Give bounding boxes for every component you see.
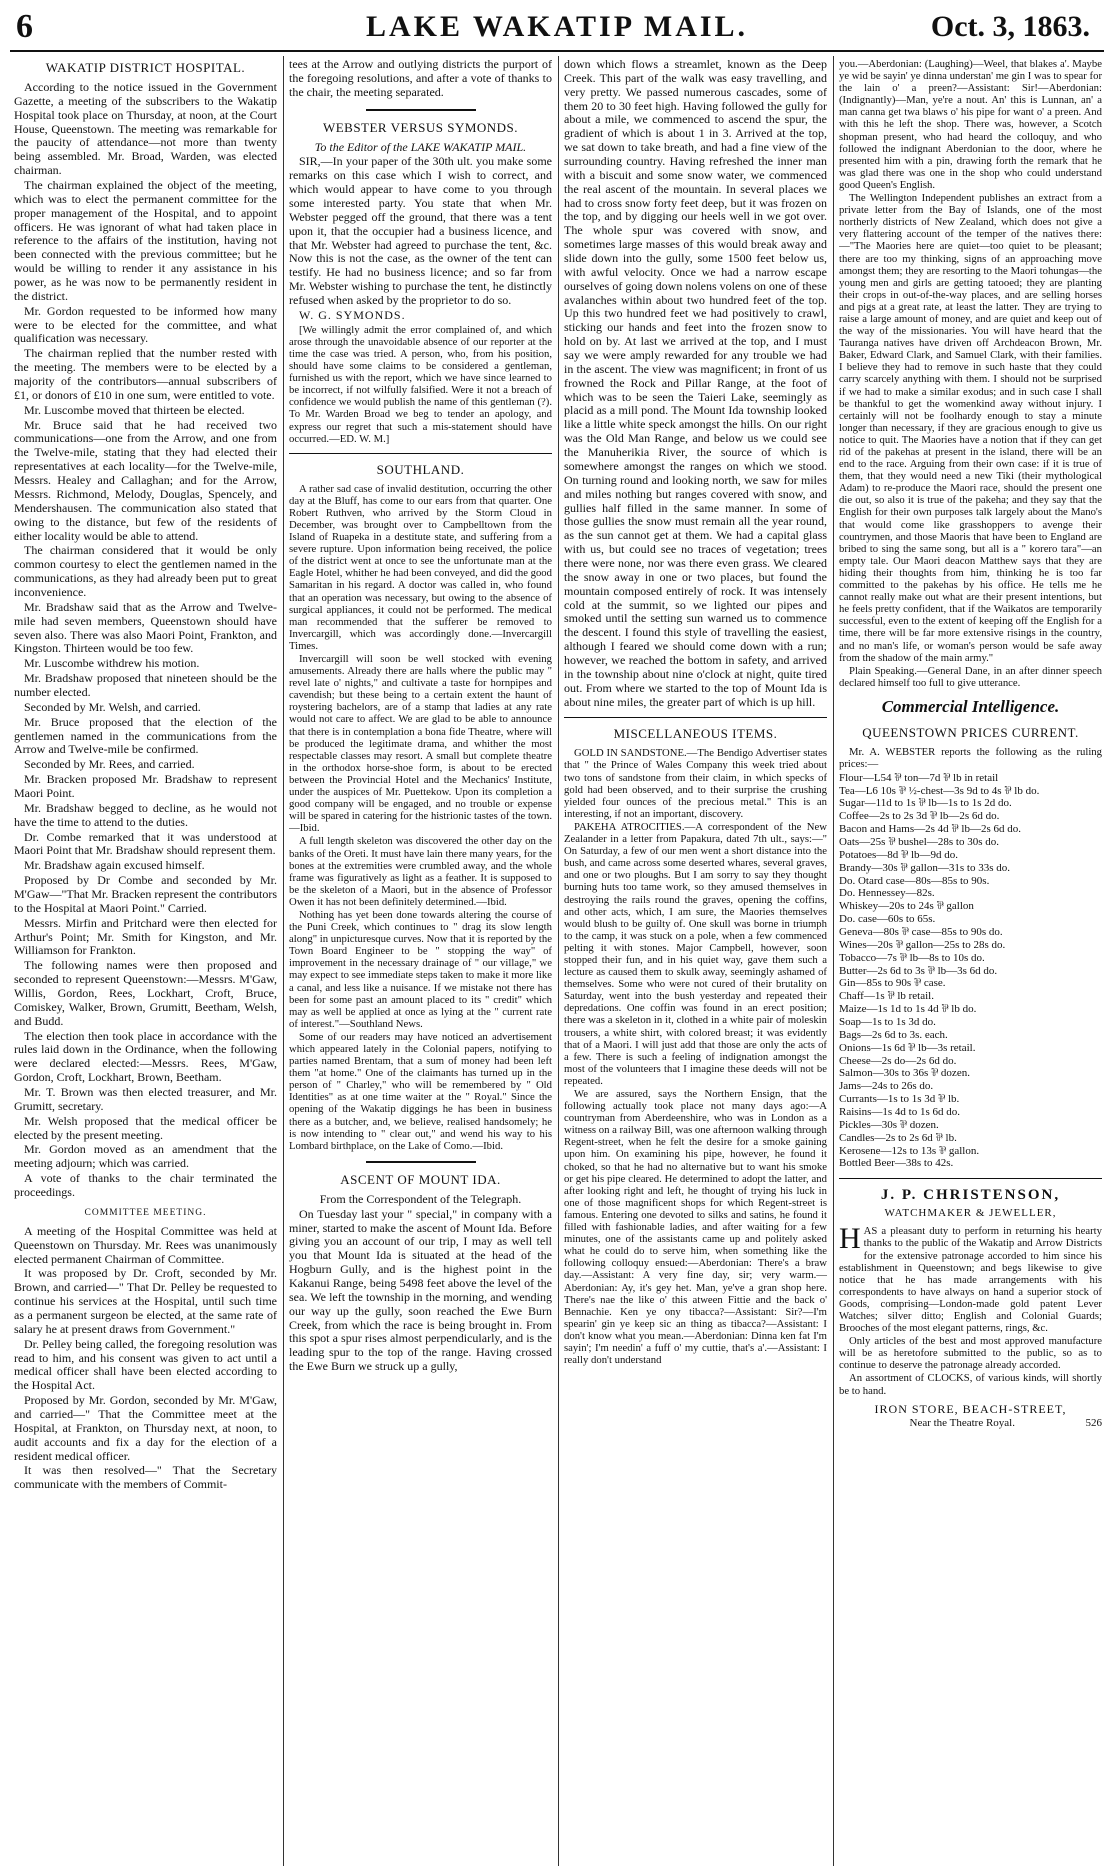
price-item: Do. Hennessey—82s. xyxy=(839,887,935,900)
section-divider xyxy=(564,717,827,718)
section-divider xyxy=(366,109,476,111)
article-paragraph: Mr. T. Brown was then elected treasurer, and Mr. Grumitt, secretary. xyxy=(14,1085,277,1113)
ad-address-line xyxy=(839,1417,1102,1430)
article-paragraph: tees at the Arrow and outlying districts the purport of the foregoing resolutions, and after a vote of thanks to the chair, the meeting separated. xyxy=(289,58,552,99)
article-paragraph: Mr. Bradshaw said that as the Arrow and Twelve-mile had seven members, Queenstown should have seven also. There was also Maori Point, Frankton, and Kingston. Thirteen would be too few. xyxy=(14,599,277,656)
price-item: Gin—85s to 90s ⅌ case. xyxy=(839,977,946,990)
price-item: Oats—25s ⅌ bushel—28s to 30s do. xyxy=(839,835,999,848)
price-item: Jams—24s to 26s do. xyxy=(839,1080,934,1093)
price-item: Chaff—1s ⅌ lb retail. xyxy=(839,990,934,1003)
misc-heading: MISCELLANEOUS ITEMS. xyxy=(613,726,778,742)
article-paragraph: A meeting of the Hospital Committee was held at Queenstown on Thursday. Mr. Rees was unanimously elected permanent Chairman of Committee. xyxy=(14,1223,277,1266)
price-item: Do. Otard case—80s—85s to 90s. xyxy=(839,874,990,887)
article-paragraph: On Tuesday last your " special," in company with a miner, started to make the ascent of Mount Ida. Before giving you an account of our trip, I may as well tell you that Mount Ida is situated at the head of the Hogburn Gully, and is the highest point in the Kakanui Range, being 5498 feet above the level of the sea. We left the township in the morning, and wending our way up the gully, soon reached the Ewe Burn Creek, from which the race is being brought in. From this spot a spur rises almost perpendicularly, and is the leading spur to the top of the range. Having crossed the Ewe Burn we struck up a gully, xyxy=(289,1206,552,1374)
commercial-heading: Commercial Intelligence. xyxy=(881,696,1060,716)
price-item: Bags—2s 6d to 3s. each. xyxy=(839,1028,948,1041)
article-paragraph: The Wellington Independent publishes an extract from a private letter from the Bay of Islands, one of the most northerly districts of New Zealand, which does not give a very flattering account of the temper of the natives there:—"The Maories here are quiet—too quiet to be pleasant; there are too my thinking, signs of an approaching move amongst them; they are resorting to the Maori tohungas—the young men and girls are getting tatooed; they are planting their crops in out-of-the-way places, and are selling horses and pigs at a great rate, at least the latter. They are trying to raise a large amount of money, and are quiet and keep out of the way of the missionaries. You will have heard that the Tauranga natives have driven off Archdeacon Brown, Mr. Baker, Edward Clark, and Samuel Clark, with their families. I believe they had to remove in such haste that they could carry scarcely anything with them. I should not be surprised if we had to make a similar exodus; and in such case I shall be thankful to get the womenkind away without injury. I certainly will not be foolhardy enough to stay a minute longer than necessary, if they are gracious enough to give us notice to quit. The Maories have a notion that if they can get rid of the pakehas at present in the island, there will be an end to the race. Arguing from their own case: if it is true of them, that they would need a new Tiki (their mythological Adam) to re-produce the Maori race, should the present one die out, so also it is true of the pakeha; and they say that the English for their own purposes talk largely about the Mano's that would come like grasshoppers to avenge their countrymen, and those Maoris that have been to England are bribed to sing the same song, but all is a " korero tara"—an empty tale. Our Maori deacon Matthew says that they are hiding their thoughts from him, thinking he is too far committed to the pakehas by his office. He tells me he cannot really make out what are their present intentions, but he feels pretty confident, that if the Waikatos are temporarily successful, even to the extent of keeping off the English for a time, there will be far more extensive risings in the country, and no man's life, or woman's person would be safe away from the shadow of the main army." xyxy=(839,192,1102,664)
price-item: Brandy—30s ⅌ gallon—31s to 33s do. xyxy=(839,861,1010,874)
article-paragraph: We are assured, says the Northern Ensign, that the following actually took place not many days ago:—A countryman from Aberdeenshire, who was in London as a witness on a railway Bill, was one afternoon walking through Regent-street, when he felt the desire for a smoke gaining upon him. On examining his pipe, however, he found it choked, so that he had no alternative but to want his smoke or get his pipe cleared. He determined to adopt the latter, and after looking right and left, he thought of trying his luck in one of those magnificent shops for which Regent-street is famous. Entering one devoted to silks and satins, he found it filled with fashionable ladies, and after waiting for a few minutes, one of the assistants came up and politely asked what he could do to serve him, when something like the following colloquy ensued:—Aberdonian: There's a braw day.—Assistant: A very fine day, sir; very warm.—Aberdonian: Ay, it's gey het. Man, ye've a gran shop here. There's nae the like o' this atween Fittie and the back o' Bennachie. Ken ye ony tibacca?—Assistant: Sir?—I'm spearin' gin ye keep sic an thing as tibacca?—Assistant: I don't know what you mean.—Aberdonian: Dinna ken fat I'm sayin'; I'm needin' a fuff o' my cuttie, that's a'.—Assistant: I really don't understand xyxy=(564,1088,827,1367)
article-paragraph: Messrs. Mirfin and Pritchard were then elected for Arthur's Point; Mr. Smith for Kingston, and Mr. Williamson for Frankton. xyxy=(14,915,277,958)
ad-body: An assortment of CLOCKS, of various kinds, will shortly be to hand. xyxy=(839,1372,1102,1397)
price-item: Do. case—60s to 65s. xyxy=(839,913,936,926)
price-item: Geneva—80s ⅌ case—85s to 90s do. xyxy=(839,926,1003,938)
article-paragraph: A vote of thanks to the chair terminated the proceedings. xyxy=(14,1171,277,1200)
price-item: Coffee—2s to 2s 3d ⅌ lb—2s 6d do. xyxy=(839,810,1000,823)
masthead xyxy=(10,8,1104,52)
price-item: Salmon—30s to 36s ⅌ dozen. xyxy=(839,1067,970,1080)
advertisement xyxy=(839,1187,1102,1429)
price-item: Flour—L54 ⅌ ton—7d ⅌ lb in retail xyxy=(839,771,999,784)
article-paragraph: Proposed by Dr Combe and seconded by Mr. M'Gaw—"That Mr. Bracken represent the contributors to the Hospital at Maori Point." Carried. xyxy=(14,873,277,915)
article-paragraph: Mr. Gordon requested to be informed how many were to be elected for the committee, and what qualification was necessary. xyxy=(14,303,277,346)
section-divider xyxy=(366,1161,476,1163)
article-paragraph: A full length skeleton was discovered the other day on the banks of the Oreti. It must have lain there many years, for the bones at the extremities were crumbled away, and the whole frame was figuratively as light as a feather. It is supposed to be the skeleton of a Maori, but in the absence of Professor Owen it has not been definitely determined.—Ibid. xyxy=(289,835,552,908)
article-paragraph: Plain Speaking.—General Dane, in an after dinner speech declared himself too full to give utterance. xyxy=(839,664,1102,689)
article-paragraph: It was then resolved—" That the Secretary communicate with the members of Commit- xyxy=(14,1463,277,1492)
article-paragraph: Nothing has yet been done towards altering the course of the Puni Creek, which continues to " drag its slow length along" in unpicturesque curves. Now that it is reported by the Town Board Engineer to be " stopping the way" of improvement in the necessary drainage of " our village," we may expect to see immediate steps taken to make it more like a canal, and less like a nuisance. If we mistake not there has been for some past an amount placed to its " credit" which may as well be applied at once as lying at the " current rate of interest."—Southland News. xyxy=(289,908,552,1030)
price-item: Bottled Beer—38s to 42s. xyxy=(839,1157,954,1170)
letter-body: SIR,—In your paper of the 30th ult. you make some remarks on this case which I wish to correct, and which would appear to have come to you through some interested party. You state that when Mr. Webster pegged off the ground, that there was a tent upon it, that the occupier had a business licence, and that Mr. Webster had agreed to purchase the tent, &c. Now this is not the case, as the owner of the tent can testify. He had no business licence; and so far from Mr. Webster wishing to purchase the tent, he distinctly refused when asked by the proprietor to do so. xyxy=(289,154,552,308)
article-paragraph: The following names were then proposed and seconded to represent Queenstown:—Messrs. M'Gaw, Willis, Gordon, Rees, Lockhart, Croft, Bruce, Comiskey, Walker, Brown, Grumitt, Beetham, Welsh, and Budd. xyxy=(14,958,277,1028)
page-number: 6 xyxy=(16,8,33,45)
price-item: Bacon and Hams—2s 4d ⅌ lb—2s 6d do. xyxy=(839,823,1021,836)
ad-body: HAS a pleasant duty to perform in returning his hearty thanks to the public of the Wakatip and Arrow Districts for the extensive patronage accorded to him since his establishment in Queenstown; and begs likewise to give notice that he has made arrangements with his correspondents to have always on hand a superior stock of Goods, comprising—London-made gold patent Lever Watches; silver ditto; English and Colonial Guards; Brooches of the most elegant patterns, rings, &c. xyxy=(839,1222,1102,1335)
price-item: Potatoes—8d ⅌ lb—9d do. xyxy=(839,848,959,861)
column-rule xyxy=(833,56,834,1866)
ad-number: 526 xyxy=(1085,1416,1102,1429)
article-paragraph: you.—Aberdonian: (Laughing)—Weel, that blakes a'. Maybe ye wid be sayin' ye dinna understan' me gin I was to spear for the lain o' a preen?—Assistant: Sir!—Aberdonian: (Indignantly)—Man, ye're a nout. An' this is Lunnan, an' a man canna get twa blaws o' his pipe for want o' a preen. And with this he left the shop. There was, however, a Scotch shopman present, who had heard the colloquy, and who followed the indignant Aberdonian to the door, where he presented him with a pin, drawing forth the remark that he was glad there was one in the shop who could understand good Queen's English. xyxy=(839,58,1102,191)
editor-note: [We willingly admit the error complained of, and which arose through the unavoidable absence of our reporter at the time the case was tried. A person, who, from his position, should have some claims to be considered a gentleman, furnished us with the report, which we have since learned to be incorrect, if not wilfully falsified. Were it not a breach of confidence we would publish the name of this gentleman (?). To Mr. Warden Broad we beg to tender an apology, and express our regret that such a mis-statement should have occurred.—ED. W. M.] xyxy=(289,323,552,445)
article-paragraph: The chairman replied that the number rested with the meeting. The members were to be elected by a majority of the contributors—annual subscribers of £1, or donors of £10 in one sum, were entitled to vote. xyxy=(14,346,277,402)
column-2 xyxy=(289,58,552,1866)
article-paragraph: Proposed by Mr. Gordon, seconded by Mr. M'Gaw, and carried—" That the Committee meet at the Hospital, at Frankton, on Thursday next, at noon, to audit accounts and fix a day for the election of a resident medical officer. xyxy=(14,1393,277,1463)
price-item: Maize—1s 1d to 1s 4d ⅌ lb do. xyxy=(839,1003,977,1016)
advertiser-trade: WATCHMAKER & JEWELLER, xyxy=(884,1206,1057,1219)
price-item: Tobacco—7s ⅌ lb—8s to 10s do. xyxy=(839,951,985,964)
price-item: Kerosene—12s to 13s ⅌ gallon. xyxy=(839,1144,980,1157)
price-item: Butter—2s 6d to 3s ⅌ lb—3s 6d do. xyxy=(839,964,998,977)
price-item: Pickles—30s ⅌ dozen. xyxy=(839,1118,939,1131)
price-item: Raisins—1s 4d to 1s 6d do. xyxy=(839,1106,961,1119)
column-1 xyxy=(14,58,277,1866)
article-paragraph: down which flows a streamlet, known as the Deep Creek. This part of the walk was easy travelling, and very pretty. We passed numerous cascades, some of them 20 to 30 feet high. Having followed the gully for about a mile, we commenced to ascend the spur, the gradient of which is about 1 in 3. Arrived at the top, we sat down to take breath, and had a fine view of the surrounding country. Having refreshed the inner man with a biscuit and some snow water, we commenced the real ascent of the mountain. In several places we had to cross snow forty feet deep, but it was frozen on the top, and by digging our heels well in we got over. The whole spur was covered with snow, and sometimes large masses of this would break away and slide down into the gully, some 1500 feet below us, with awful velocity. Once we had a narrow escape ourselves of going down nolens volens on one of these avalanches within about two hundred feet of the top. Up this two hundred feet we had positively to crawl, sticking our hands and feet into the frozen snow to hold on by. At last we arrived at the top, and I must say we were amply rewarded for any trouble we had in the ascent. The view was magnificent; in front of us frowned the Rock and Pillar Range, at the foot of which was to be seen the Taieri Lake, seemingly as placid as a mill pond. The Mount Ida township looked like a little white speck amongst the hills. On our right was the Old Man Range, and below us we could see the Manuherikia River, the source of which is somewhere amongst the ranges on which we stood. On turning round and looking north, we saw for miles and miles nothing but ranges covered with snow, and gullies half filled in the same manner. In some of those gullies the snow must remain all the year round, as the sun cannot get at them. We had a capital glass with us, but could see no traces of vegetation; trees there were none, nor was there even grass. We cleared the snow away in one or two places, but found the mountain composed entirely of rock. It was intensely cold at the summit, so we lighted our pipes and smoked until the setting sun warned us to commence the descent. I found this style of travelling the easiest, although I feared we should come down with a run; however, we reached the bottom in safety, and arrived in the township about nine o'clock at night, quite tired out. From where we started to the top of Mount Ida is about nine miles, the greater part of which is up hill. xyxy=(564,58,827,709)
price-item: Currants—1s to 1s 3d ⅌ lb. xyxy=(839,1093,960,1106)
article-paragraph: Mr. Bradshaw again excused himself. xyxy=(24,858,205,873)
article-paragraph: According to the notice issued in the Government Gazette, a meeting of the subscribers to the Wakatip Hospital took place on Thursday, at noon, at the Court House, Queenstown. The meeting was remarkable for the paucity of attendance—not more than twenty being assembled. Mr. Broad, Warden, was elected chairman. xyxy=(14,80,277,178)
price-item: Cheese—2s do—2s 6d do. xyxy=(839,1054,957,1067)
prices-list xyxy=(839,772,1102,1171)
article-paragraph: Mr. Bruce proposed that the election of the gentlemen named in the communications from the Arrow and Twelve-mile be confirmed. xyxy=(14,714,277,757)
column-rule xyxy=(558,56,559,1866)
ad-body: Only articles of the best and most approved manufacture will be as heretofore submitted to the public, so as to continue to deserve the patronage already accorded. xyxy=(839,1335,1102,1372)
article-paragraph: The chairman explained the object of the meeting, which was to elect the permanent committee for the proper management of the Hospital, and to appoint officers. He was ignorant of what had taken place in reference to the affairs of the institution, having not been connected with the previous committee; but he would be willing to render it any assistance in his power, as he was now to be permanently resident in the district. xyxy=(14,178,277,303)
letter-signature: W. G. SYMONDS. xyxy=(299,307,406,322)
article-paragraph: Mr. Bruce said that he had received two communications—one from the Arrow, and one from the Twelve-mile, stating that they had elected their representatives at each locality—for the Twelve-mile, Messrs. Healey and Callaghan; and for the Arrow, Messrs. Richmond, Melody, Douglas, Spencely, and Mendershausen. The communication also stated that owing to the distance, but few of the residents of either locality would be able to attend. xyxy=(14,417,277,543)
hospital-heading: WAKATIP DISTRICT HOSPITAL. xyxy=(45,60,246,75)
article-paragraph: Mr. Gordon moved as an amendment that the meeting adjourn; which was carried. xyxy=(14,1142,277,1171)
article-paragraph: Mr. Bradshaw begged to decline, as he would not have the time to attend to the duties. xyxy=(14,800,277,829)
column-3 xyxy=(564,58,827,1866)
column-rule xyxy=(283,56,284,1866)
prices-heading: QUEENSTOWN PRICES CURRENT. xyxy=(862,724,1079,740)
prices-intro: Mr. A. WEBSTER reports the following as the ruling prices:— xyxy=(839,745,1102,770)
article-paragraph: Invercargill will soon be well stocked with evening amusements. Already there are halls where the public may " revel late o' nights," and cultivate a taste for hornpipes and cavendish; but these being to a certain extent the haunt of roystering bachelors, are of a stamp that ladies at any rate would not care to affect. We are glad to be able to announce that there is in contemplation a bona fide Theatre, where will be produced the legitimate drama, and whither the most respectable classes may resort. A small but complete theatre in the orthodox horse-shoe form, is about to be erected between the Provincial Hotel and the Mechanics' Institute, under the auspices of Mr. Puettekow. Upon its completion a good company will be engaged, and no trouble or expense will be spared in catering for the histrionic tastes of the town.—Ibid. xyxy=(289,653,552,835)
article-paragraph: Mr. Bracken proposed Mr. Bradshaw to represent Maori Point. xyxy=(14,772,277,800)
price-item: Wines—20s ⅌ gallon—25s to 28s do. xyxy=(839,938,1006,951)
article-paragraph: PAKEHA ATROCITIES.—A correspondent of the New Zealander in a letter from Papakura, dated 7th ult., says:—" On Saturday, a few of our men went a short distance into the bush, and came across some deserted whares, several graves, and one or two ploughs. But I am sorry to say they thought burning huts too tame work, so they amused themselves in destroying the rails round the graves, opening the coffins, and other acts, which, I am sure, the Maories themselves would blush to be guilty of. One skull was borne in triumph to the camp, it was stuck on a pole, when a few commenced pelting it with stones. Major Campbell, however, soon stopped their fun, and in his quiet way, gave them such a lecture as caused them to skulk away, seemingly ashamed of themselves. Some who were not cured of their brutality on Saturday, went into the bush yesterday and repeated their depredations. One coffin was found in an erect position; there was a skeleton in it, clothed in a white pair of moleskin trousers, a white shirt, with colored breast; it was evidently that of a Maori. I will just add that those are only the acts of a few. There is such a feeling of indignation amongst the most of the volunteers that I imagine these deeds will not be repeated. xyxy=(564,820,827,1087)
mount-ida-byline: From the Correspondent of the Telegraph. xyxy=(319,1191,522,1206)
article-paragraph: It was proposed by Dr. Croft, seconded by Mr. Brown, and carried—" That Dr. Pelley be requested to continue his services at the Hospital, until such time as a permanent surgeon be elected, at the same rate of salary he at present draws from Government." xyxy=(14,1266,277,1336)
article-paragraph: Some of our readers may have noticed an advertisement which appeared lately in the Colonial papers, notifying to parties named Brentam, that a sum of money had been left them "at home." One of the claimants has turned up in the person of " Charley," who will be remembered by " Old Identities" as at one time waiter at the " Royal." Since the opening of the Wakatip diggings he has been in business there as a butcher, and, we believe, realised handsomely; he is now intending to " clear out," and wend his way to his Lombard birthplace, on the Lake of Como.—Ibid. xyxy=(289,1030,552,1152)
ad-store: IRON STORE, BEACH-STREET, xyxy=(874,1401,1067,1416)
price-item: Whiskey—20s to 24s ⅌ gallon xyxy=(839,900,974,913)
ad-address: Near the Theatre Royal. xyxy=(909,1416,1015,1429)
column-4 xyxy=(839,58,1102,1866)
mount-ida-heading: ASCENT OF MOUNT IDA. xyxy=(340,1171,501,1187)
price-item: Sugar—11d to 1s ⅌ lb—1s to 1s 2d do. xyxy=(839,797,1012,810)
price-item: Candles—2s to 2s 6d ⅌ lb. xyxy=(839,1131,957,1144)
price-item: Onions—1s 6d ⅌ lb—3s retail. xyxy=(839,1041,976,1054)
article-paragraph: GOLD IN SANDSTONE.—The Bendigo Advertiser states that " the Prince of Wales Company this week tried about two tons of sandstone from their claim, in which specks of gold had been observed, and to their surprise the crushing yielded four ounces of the precious metal." This is an interesting, if not an important, discovery. xyxy=(564,747,827,820)
article-paragraph: Mr. Luscombe moved that thirteen be elected. xyxy=(24,402,245,417)
article-paragraph: Mr. Bradshaw proposed that nineteen should be the number elected. xyxy=(14,671,277,699)
newspaper-title: LAKE WAKATIP MAIL. xyxy=(365,10,749,43)
article-paragraph: Mr. Welsh proposed that the medical officer be elected by the present meeting. xyxy=(14,1113,277,1142)
price-item: Tea—L6 10s ⅌ ½-chest—3s 9d to 4s ⅌ lb do. xyxy=(839,784,1040,797)
article-paragraph: Mr. Luscombe withdrew his motion. xyxy=(24,656,200,671)
article-paragraph: Dr. Combe remarked that it was understood at Maori Point that Mr. Bradshaw should represent them. xyxy=(14,829,277,858)
article-paragraph: A rather sad case of invalid destitution, occurring the other day at the Bluff, has come to our ears from that quarter. One Robert Ruthven, who arrived by the Storm Cloud in December, was brought over to Campbelltown from the Island of Ruapeka in a destitute state, and suffering from a severe rupture. Upon information being received, the police of the district went at once to see the unfortunate man at the Eagle Hotel, whither he had been conveyed, and did the good Samaritan in his regard. A doctor was called in, who found that an operation was necessary, but owing to the absence of surgical appliances, it could not be performed. The medical man recommended that the sufferer be removed to Invercargill, which was accordingly done.—Invercargill Times. xyxy=(289,482,552,652)
article-paragraph: Seconded by Mr. Welsh, and carried. xyxy=(24,699,201,714)
price-item: Soap—1s to 1s 3d do. xyxy=(839,1016,936,1029)
advertiser-name: J. P. CHRISTENSON, xyxy=(880,1187,1061,1204)
article-paragraph: The chairman considered that it would be only common courtesy to elect the gentlemen named in the communications, as they had already been put to great inconvenience. xyxy=(14,543,277,599)
section-divider xyxy=(839,1178,1102,1179)
webster-heading: WEBSTER VERSUS SYMONDS. xyxy=(322,119,519,135)
article-paragraph: The election then took place in accordance with the rules laid down in the Ordinance, when the following were declared elected:—Messrs. Rees, M'Gaw, Gordon, Croft, Lockhart, Brown, Beetham. xyxy=(14,1028,277,1085)
newspaper-page xyxy=(10,0,1104,1873)
southland-heading: SOUTHLAND. xyxy=(376,461,465,477)
to-editor-line: To the Editor of the LAKE WAKATIP MAIL. xyxy=(314,139,527,154)
hospital-article xyxy=(14,81,277,1200)
section-divider xyxy=(289,453,552,454)
article-paragraph: Seconded by Mr. Rees, and carried. xyxy=(24,757,195,772)
committee-meeting-heading: COMMITTEE MEETING. xyxy=(84,1207,207,1218)
issue-date: Oct. 3, 1863. xyxy=(930,10,1090,43)
article-paragraph: Dr. Pelley being called, the foregoing resolution was read to him, and his consent was given to act until a medical officer shall have been elected according to the Hospital Act. xyxy=(14,1336,277,1393)
